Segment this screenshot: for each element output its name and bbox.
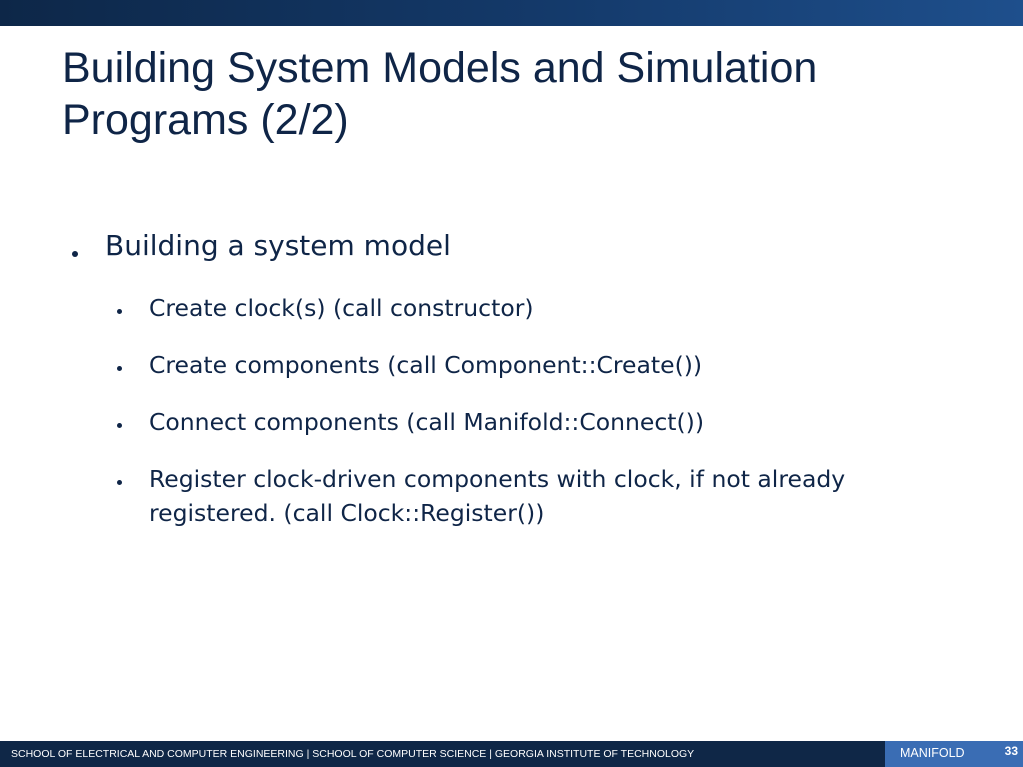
bullet-dot-icon <box>72 251 78 257</box>
sub-bullet-text: Create components (call Component::Create()) <box>149 351 703 379</box>
page-number: 33 <box>1004 744 1018 758</box>
bullet-dot-icon <box>117 480 122 485</box>
sub-bullet-text: Register clock-driven components with clock, if not already registered. (call Clock::Register()) <box>149 465 846 527</box>
bullet-dot-icon <box>117 309 122 314</box>
bullet-dot-icon <box>117 423 122 428</box>
footer-project-label: MANIFOLD <box>900 746 965 760</box>
sub-bullet-text: Connect components (call Manifold::Connect()) <box>149 408 705 436</box>
sub-bullet-text: Create clock(s) (call constructor) <box>149 294 534 322</box>
bullet-dot-icon <box>117 366 122 371</box>
top-banner <box>0 0 1023 26</box>
bullet-text: Building a system model <box>105 229 451 262</box>
footer-tab <box>885 741 1023 767</box>
footer-institution-text: SCHOOL OF ELECTRICAL AND COMPUTER ENGINEERING | SCHOOL OF COMPUTER SCIENCE | GEORGIA INSTITUTE OF TECHNOLOGY <box>11 748 695 760</box>
slide-title: Building System Models and Simulation Programs (2/2) <box>62 44 818 144</box>
footer-bar <box>0 741 1023 767</box>
